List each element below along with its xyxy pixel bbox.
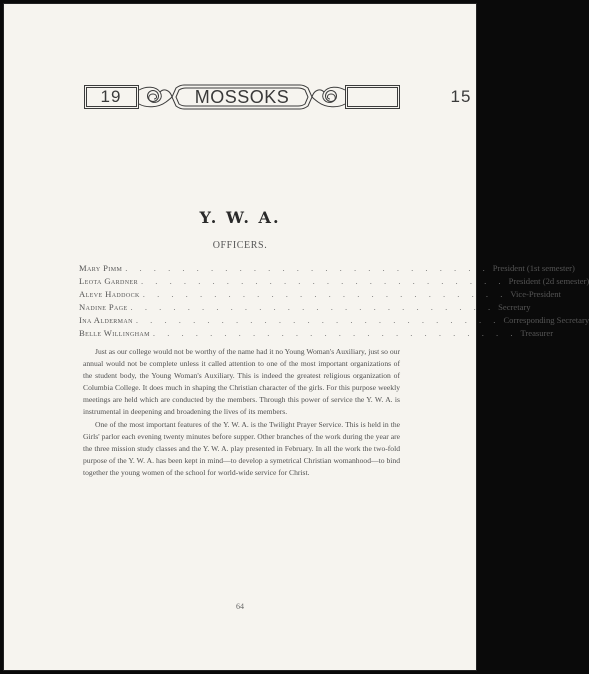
paragraph: Just as our college would not be worthy of the name had it no Young Woman's Auxiliary, just so our annual would not be complete unless it called attention to one of the most important organizations of the student body, the Young Woman's Auxiliary. This is indeed the greatest religious organization of Columbia College. It does much in shaping the Christian character of the girls. For this purpose weekly meetings are held which are conducted by the members. Through this power of service the Y. W. A. is instrumental in deepening and broadening the lives of its members. bbox=[83, 347, 400, 417]
header-banner bbox=[84, 84, 472, 110]
officer-title: Corresponding Secretary bbox=[503, 315, 589, 325]
officers-heading: OFFICERS. bbox=[212, 240, 268, 251]
officer-title: President (1st semester) bbox=[492, 263, 575, 273]
leader-dots: . . . . . . . . . . . . . . . . . . . . . . . . . . bbox=[130, 302, 496, 312]
officer-name: Aleve Haddock bbox=[79, 289, 140, 299]
page-number: 64 bbox=[236, 602, 244, 611]
leader-dots: . . . . . . . . . . . . . . . . . . . . . . . . . . bbox=[152, 328, 518, 338]
leader-dots: . . . . . . . . . . . . . . . . . . . . . . . . . . bbox=[141, 276, 506, 286]
yearbook-page bbox=[3, 3, 589, 671]
officers-list bbox=[79, 262, 589, 340]
officer-title: President (2d semester) bbox=[508, 276, 589, 286]
officer-row bbox=[79, 327, 554, 340]
officer-name: Belle Willingham bbox=[79, 328, 150, 338]
leader-dots: . . . . . . . . . . . . . . . . . . . . . . . . . . bbox=[135, 315, 501, 325]
officer-row bbox=[79, 288, 561, 301]
officer-title: Treasurer bbox=[520, 328, 554, 338]
officer-name: Ina Alderman bbox=[79, 315, 133, 325]
officer-row bbox=[79, 314, 589, 327]
officer-title: Secretary bbox=[498, 302, 531, 312]
paragraph: One of the most important features of the Y. W. A. is the Twilight Prayer Service. This is held in the Girls' parlor each evening twenty minutes before supper. Other branches of the work during the year are the three mission study classes and the Y. W. A. play presented in February. In all the work the two-fold purpose of the Y. W. A. has been kept in mind—to develop a symetrical Christian womanhood—to bind together the young women of the school for world-wide service for Christ. bbox=[83, 419, 400, 477]
body-text bbox=[83, 346, 400, 479]
officer-row bbox=[79, 301, 531, 314]
officer-name: Mary Pimm bbox=[79, 263, 123, 273]
leader-dots: . . . . . . . . . . . . . . . . . . . . . . . . . . bbox=[142, 289, 508, 299]
header-title: MOSSOKS bbox=[194, 87, 290, 107]
leader-dots: . . . . . . . . . . . . . . . . . . . . . . . . . . bbox=[125, 263, 490, 273]
officer-row bbox=[79, 275, 589, 288]
header-year-right: 15 bbox=[450, 87, 472, 106]
officer-title: Vice-President bbox=[510, 289, 561, 299]
header-year-left: 19 bbox=[100, 87, 122, 106]
officer-row bbox=[79, 262, 575, 275]
officer-name: Leota Gardner bbox=[79, 276, 138, 286]
section-title: Y. W. A. bbox=[199, 208, 281, 227]
officer-name: Nadine Page bbox=[79, 302, 128, 312]
